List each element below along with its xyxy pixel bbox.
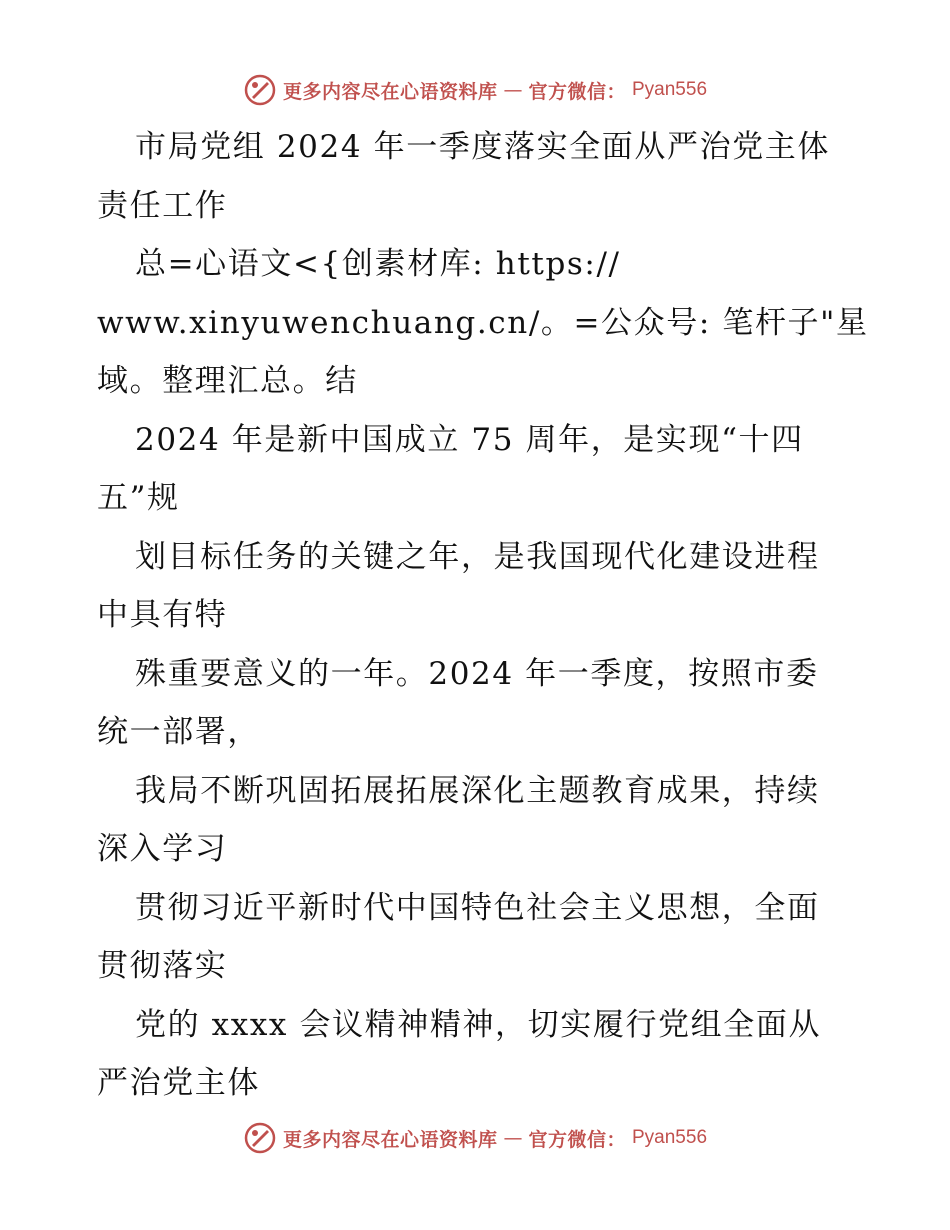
text-line: 域。整理汇总。结	[97, 363, 358, 399]
text-line: 深入学习	[97, 831, 228, 867]
text-line: 统一部署，	[97, 714, 260, 750]
watermark-separator: —	[503, 1127, 523, 1149]
text-line: www.xinyuwenchuang.cn/。=公众号: 笔杆子"星	[97, 304, 869, 341]
text-line: 划目标任务的关键之年，是我国现代化建设进程	[135, 538, 820, 575]
footer-watermark	[0, 1118, 950, 1158]
text-line: 我局不断巩固拓展拓展深化主题教育成果，持续	[135, 772, 820, 809]
text-line: 总=心语文<{创素材库: https://	[135, 246, 621, 282]
text-line: 党的 xxxx 会议精神精神，切实履行党组全面从	[135, 1006, 822, 1043]
text-line: 殊重要意义的一年。2024 年一季度，按照市委	[135, 655, 819, 692]
document-body	[97, 118, 867, 1113]
text-line: 贯彻习近平新时代中国特色社会主义思想，全面	[135, 889, 820, 926]
text-line: 中具有特	[97, 597, 228, 633]
watermark-text: 更多内容尽在心语资料库	[282, 80, 498, 103]
text-line: 市局党组 2024 年一季度落实全面从严治党主体	[135, 129, 830, 165]
watermark-wechat-id: Pyan556	[632, 79, 708, 100]
text-line: 严治党主体	[97, 1065, 260, 1101]
watermark-wechat-id: Pyan556	[632, 1127, 708, 1148]
header-watermark	[0, 70, 950, 110]
text-line: 责任工作	[97, 187, 228, 224]
text-line: 2024 年是新中国成立 75 周年，是实现“十四	[135, 421, 804, 458]
watermark-text: 更多内容尽在心语资料库	[282, 1128, 498, 1151]
brand-logo-icon	[243, 1121, 277, 1155]
brand-logo-icon	[243, 73, 277, 107]
text-line: 五”规	[97, 480, 180, 516]
watermark-official-label: 官方微信：	[528, 80, 626, 103]
watermark-separator: —	[503, 79, 523, 101]
text-line: 贯彻落实	[97, 948, 228, 984]
watermark-official-label: 官方微信：	[528, 1128, 626, 1151]
